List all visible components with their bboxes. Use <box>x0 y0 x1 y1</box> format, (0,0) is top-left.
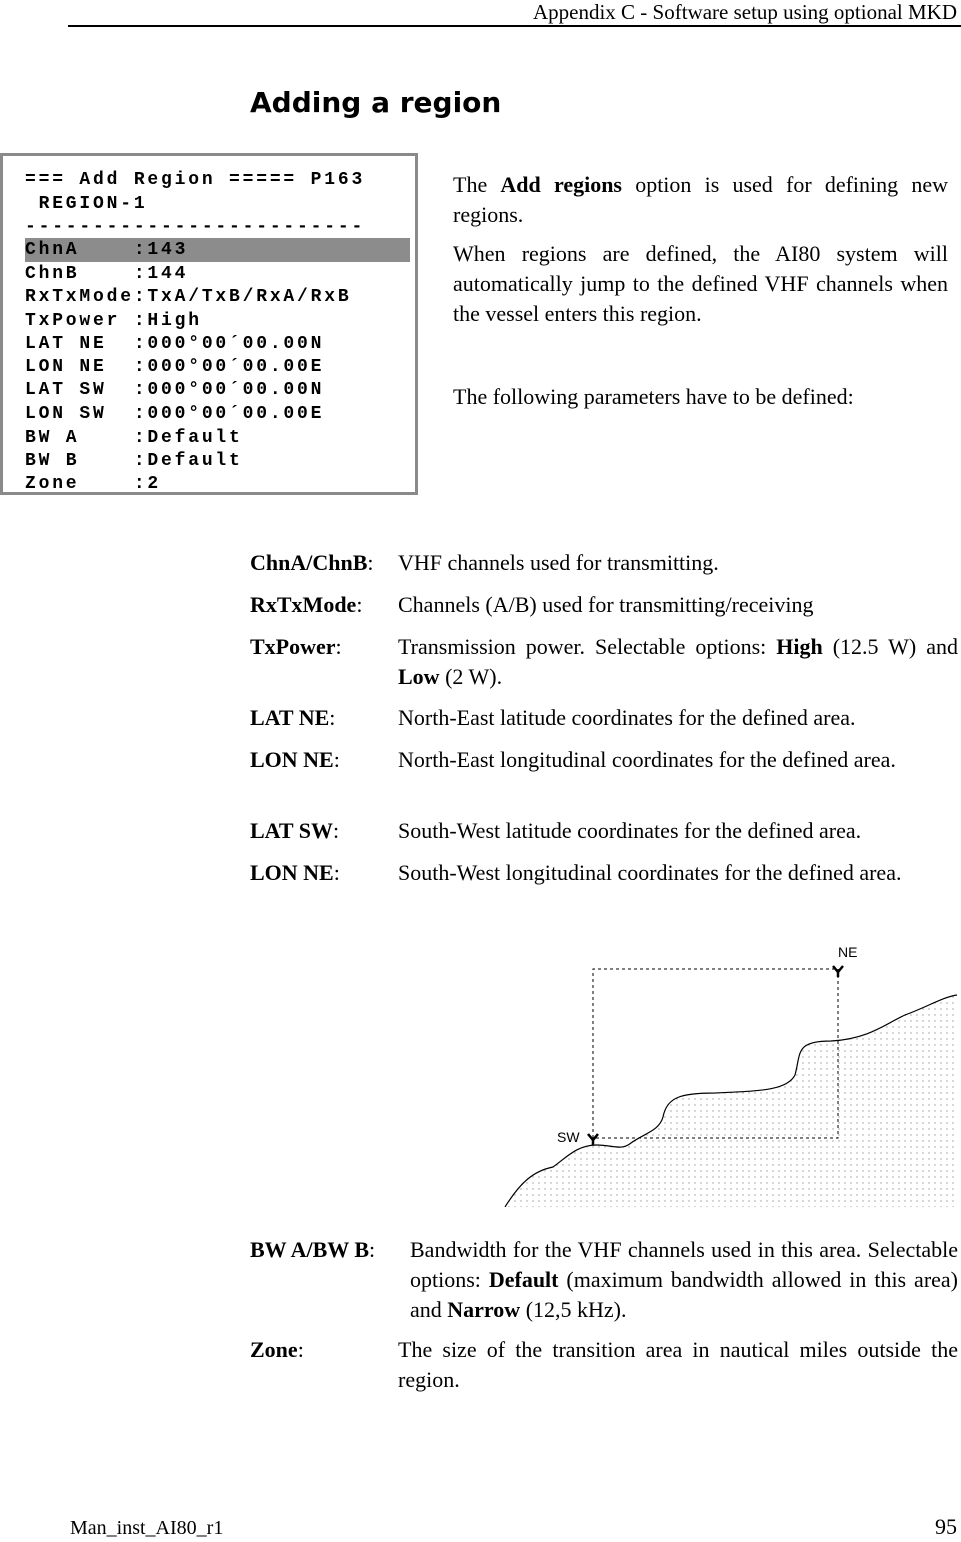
mkd-line: LAT NE :000°00´00.00N <box>25 334 325 354</box>
mkd-screen <box>0 153 418 495</box>
footer-doc-id: Man_inst_AI80_r1 <box>70 1517 224 1539</box>
param-desc-latne: North-East latitude coordinates for the defined area. <box>398 705 856 730</box>
mkd-line: RxTxMode:TxA/TxB/RxA/RxB <box>25 287 352 307</box>
mkd-line: LON NE :000°00´00.00E <box>25 357 325 377</box>
mkd-line: REGION-1 <box>25 194 148 214</box>
header-rule <box>68 25 961 27</box>
section-title: Adding a region <box>250 86 502 119</box>
param-label-chn: ChnA/ChnB: <box>250 550 374 575</box>
param-desc-latsw: South-West latitude coordinates for the defined area. <box>398 818 862 843</box>
param-desc-bw: Bandwidth for the VHF channels used in this area. Selectable options: Default (maximum bandwidth allowed in this area) and Narrow (12,5 kHz). <box>410 1237 959 1322</box>
mkd-line: ChnB :144 <box>25 264 189 284</box>
mkd-line: Zone :2 <box>25 474 162 494</box>
param-label-lonne: LON NE: <box>250 747 340 772</box>
region-diagram <box>495 935 957 1207</box>
mkd-line: ------------------------- <box>25 217 366 237</box>
intro-paragraph-1: The Add regions option is used for defining new regions. <box>453 172 948 227</box>
ne-marker-icon <box>833 966 843 977</box>
mkd-line: === Add Region ===== P163 <box>25 170 366 190</box>
mkd-line: LON SW :000°00´00.00E <box>25 404 325 424</box>
coastline-land <box>505 995 957 1207</box>
mkd-line: LAT SW :000°00´00.00N <box>25 380 325 400</box>
intro-paragraph-3: The following parameters have to be defined: <box>453 384 854 409</box>
param-label-txpower: TxPower: <box>250 634 342 659</box>
param-desc-chn: VHF channels used for transmitting. <box>398 550 719 575</box>
param-desc-txpower: Transmission power. Selectable options: High (12.5 W) and Low (2 W). <box>398 634 958 689</box>
ne-label: NE <box>838 944 858 960</box>
mkd-line-selected: ChnA :143 <box>25 238 410 262</box>
param-label-rxtx: RxTxMode: <box>250 592 363 617</box>
mkd-line: TxPower :High <box>25 311 202 331</box>
running-header: Appendix C - Software setup using optional MKD <box>532 0 957 24</box>
intro-paragraph-2: When regions are defined, the AI80 system will automatically jump to the defined VHF channels when the vessel enters this region. <box>453 241 948 326</box>
param-label-zone: Zone: <box>250 1337 304 1362</box>
param-label-lonsw: LON NE: <box>250 860 340 885</box>
page-number: 95 <box>935 1514 957 1539</box>
param-desc-lonne: North-East longitudinal coordinates for the defined area. <box>398 747 896 772</box>
sw-label: SW <box>557 1129 580 1145</box>
param-label-bw: BW A/BW B: <box>250 1237 376 1262</box>
param-desc-zone: The size of the transition area in nautical miles outside the region. <box>398 1337 958 1392</box>
mkd-line: BW A :Default <box>25 428 243 448</box>
param-desc-rxtx: Channels (A/B) used for transmitting/receiving <box>398 592 814 617</box>
mkd-line: BW B :Default <box>25 451 243 471</box>
param-label-latsw: LAT SW: <box>250 818 340 843</box>
param-desc-lonsw: South-West longitudinal coordinates for the defined area. <box>398 860 902 885</box>
param-label-latne: LAT NE: <box>250 705 336 730</box>
